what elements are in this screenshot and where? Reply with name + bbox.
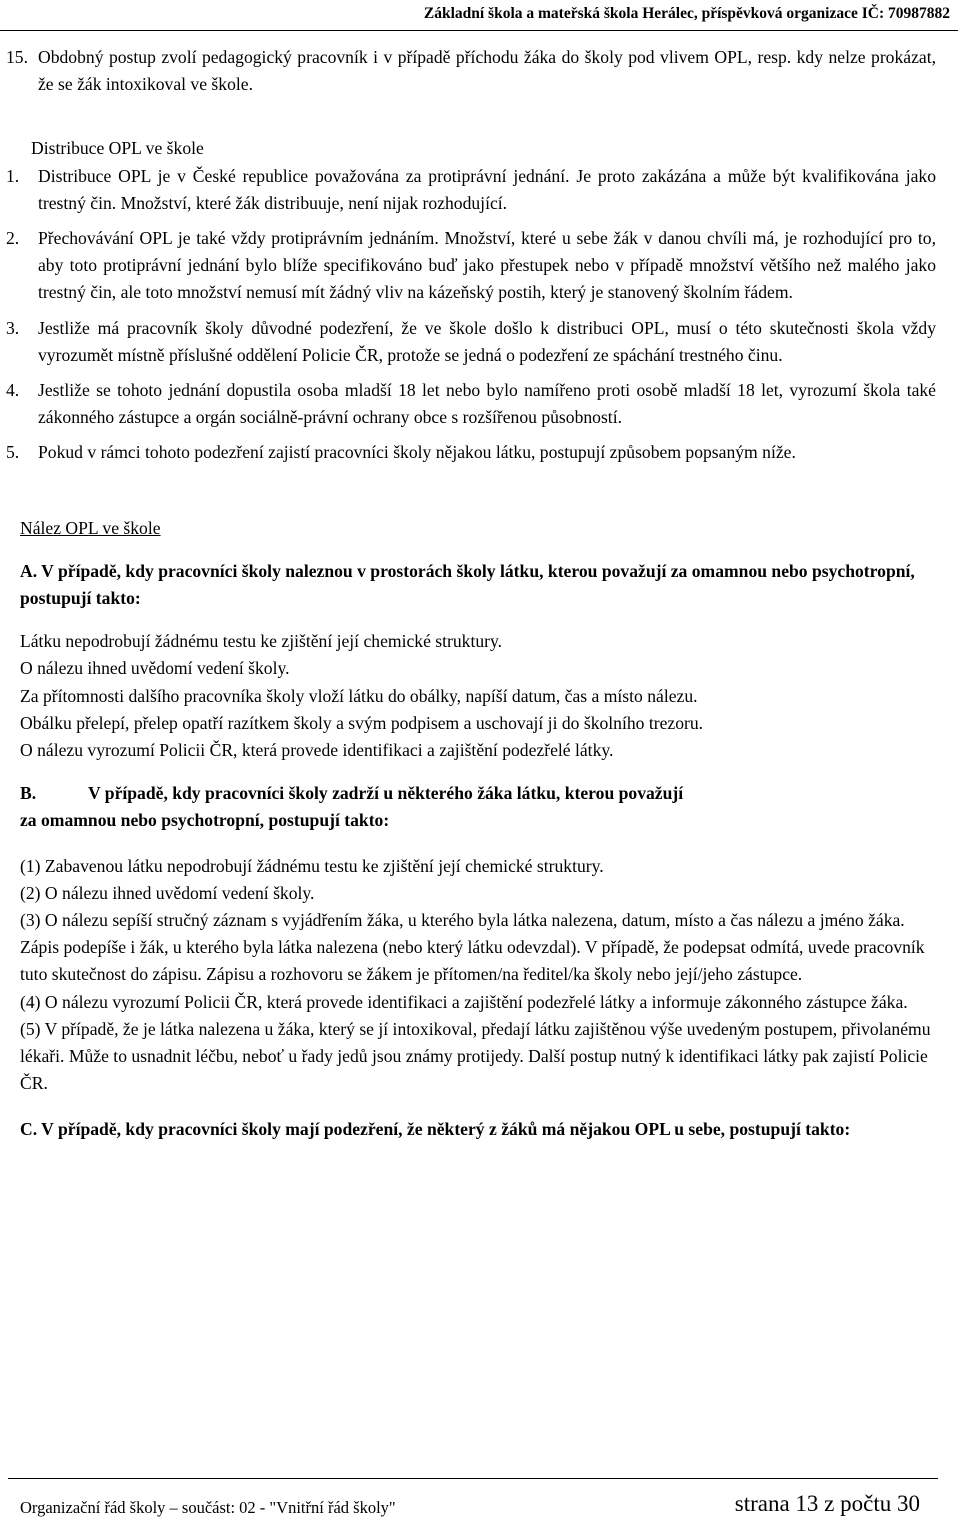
item-15 xyxy=(6,44,936,98)
item-number: 3. xyxy=(6,317,20,338)
section-title-distribuce: Distribuce OPL ve škole xyxy=(31,138,204,159)
footer-divider xyxy=(8,1478,938,1479)
section-c-heading: C. V případě, kdy pracovníci školy mají podezření, že některý z žáků má nějakou OPL u sebe, postupují takto: xyxy=(20,1118,851,1139)
header-divider xyxy=(0,30,958,31)
item-number: 1. xyxy=(6,165,20,186)
footer-document-name: Organizační řád školy – součást: 02 - "Vnitřní řád školy" xyxy=(20,1498,396,1517)
section-b-heading-line2: za omamnou nebo psychotropní, postupují takto: xyxy=(20,810,390,831)
section-a-steps xyxy=(6,628,936,764)
footer-page-number: strana 13 z počtu 30 xyxy=(734,1491,920,1516)
item-text: Jestliže má pracovník školy důvodné podezření, že ve škole došlo k distribuci OPL, musí o této skutečnosti škola vždy vyrozumět místně příslušné oddělení Policie ČR, protože se jedná o podezření ze spáchání trestného činu. xyxy=(38,317,936,365)
section-a-line: O nálezu vyrozumí Policii ČR, která provede identifikaci a zajištění podezřelé látky. xyxy=(20,740,614,761)
document-body xyxy=(6,44,936,1143)
section-b-heading xyxy=(6,780,936,834)
section-a-line: Obálku přelepí, přelep opatří razítkem školy a svým podpisem a uschovají ji do školního trezoru. xyxy=(20,712,704,733)
item-text: Pokud v rámci tohoto podezření zajistí pracovníci školy nějakou látku, postupují způsobem popsaným níže. xyxy=(38,442,796,463)
section-b-step: (4) O nálezu vyrozumí Policii ČR, která provede identifikaci a zajištění podezřelé látky a informuje zákonného zástupce žáka. xyxy=(20,991,908,1012)
section-a-line: Látku nepodrobují žádnému testu ke zjištění její chemické struktury. xyxy=(20,631,503,652)
section-b-step: (3) O nálezu sepíší stručný záznam s vyjádřením žáka, u kterého byla látka nalezena, datum, místo a čas nálezu a jméno žáka. Zápis podepíše i žák, u kterého byla látka nalezena (nebo který látku odevzdal). V případě, že podepsat odmítá, uvede pracovník tuto skutečnost do zápisu. Zápisu a rozhovoru se žákem je přítomen/na ředitel/ka školy nebo její/jeho zástupce. xyxy=(20,910,925,985)
section-title-nalez: Nález OPL ve škole xyxy=(20,517,161,538)
distribuce-item-4 xyxy=(6,377,936,431)
page-header: Základní škola a mateřská škola Herálec, příspěvková organizace IČ: 70987882 xyxy=(423,5,950,22)
item-text: Distribuce OPL je v České republice považována za protiprávní jednání. Je proto zakázána a může být kvalifikována jako trestný čin. Množství, které žák distribuuje, není nijak rozhodující. xyxy=(38,165,936,213)
distribuce-item-2 xyxy=(6,225,936,307)
section-b-label: B. xyxy=(20,783,37,804)
item-text: Jestliže se tohoto jednání dopustila osoba mladší 18 let nebo bylo namířeno proti osobě mladší 18 let, vyrozumí škola také zákonného zástupce a orgán sociálně-právní ochrany obce s rozšířenou působností. xyxy=(38,380,936,428)
section-b-step: (5) V případě, že je látka nalezena u žáka, který se jí intoxikoval, předají látku zajištěnou výše uvedeným postupem, přivolanému lékaři. Může to usnadnit léčbu, neboť u řady jedů jsou známy protijedy. Další postup nutný k identifikaci látky pak zajistí Policie ČR. xyxy=(20,1018,931,1094)
item-number: 4. xyxy=(6,380,20,401)
item-text: Obdobný postup zvolí pedagogický pracovník i v případě příchodu žáka do školy pod vlivem OPL, resp. kdy nelze prokázat, že se žák intoxikoval ve škole. xyxy=(38,47,936,95)
section-b-heading-line1: V případě, kdy pracovníci školy zadrží u některého žáka látku, kterou považují xyxy=(88,783,684,804)
distribuce-item-5 xyxy=(6,439,936,466)
section-b-step: (1) Zabavenou látku nepodrobují žádnému testu ke zjištění její chemické struktury. xyxy=(20,855,604,876)
distribuce-item-1 xyxy=(6,163,936,217)
item-number: 2. xyxy=(6,228,20,249)
distribuce-item-3 xyxy=(6,315,936,369)
section-a-heading: A. V případě, kdy pracovníci školy naleznou v prostorách školy látku, kterou považují za omamnou nebo psychotropní, postupují takto: xyxy=(20,560,915,609)
section-a-line: Za přítomnosti dalšího pracovníka školy vloží látku do obálky, napíší datum, čas a místo nálezu. xyxy=(20,685,698,706)
section-b-steps xyxy=(6,853,936,1098)
section-a-line: O nálezu ihned uvědomí vedení školy. xyxy=(20,658,290,679)
item-number: 5. xyxy=(6,442,20,463)
section-b-step: (2) O nálezu ihned uvědomí vedení školy. xyxy=(20,882,315,903)
item-number: 15. xyxy=(6,47,28,67)
item-text: Přechovávání OPL je také vždy protiprávním jednáním. Množství, které u sebe žák v danou chvíli má, je rozhodující pro to, aby toto protiprávní jednání bylo blíže specifikováno buď jako přestupek nebo v případě množství většího než malého jako trestný čin, ale toto množství nemusí mít žádný vliv na kázeňský postih, který je stanovený školním řádem. xyxy=(38,228,936,303)
